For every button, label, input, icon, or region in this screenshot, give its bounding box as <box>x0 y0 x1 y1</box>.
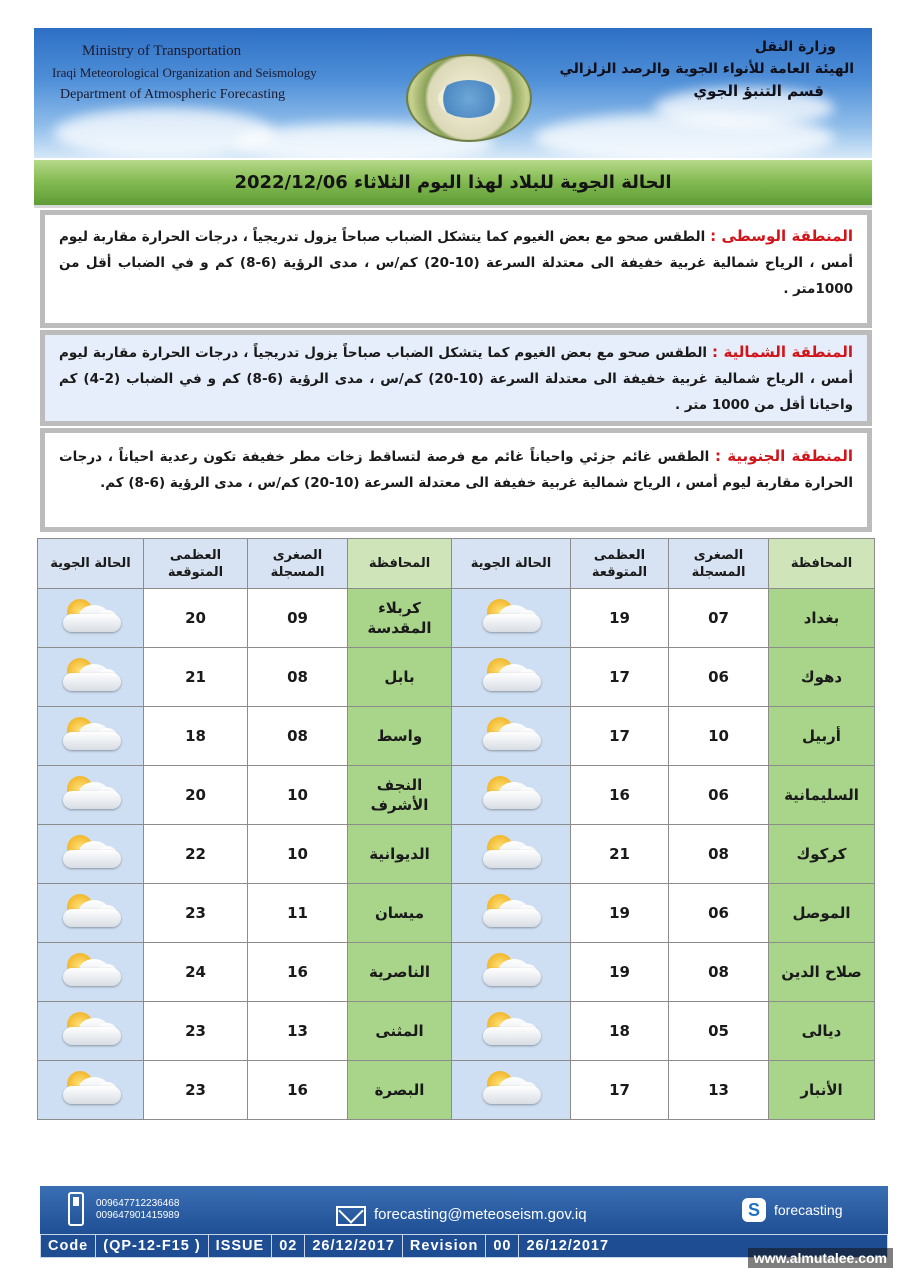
ministry-english-header <box>52 40 317 106</box>
region-central-name: المنطقة الوسطى : <box>710 227 853 245</box>
table-row <box>38 825 875 884</box>
min-temp-cell: 07 <box>669 589 769 648</box>
partly-cloudy-icon <box>477 833 545 871</box>
governorate-cell: المثنى <box>348 1002 452 1061</box>
organization-name-en: Iraqi Meteorological Organization and Seismology <box>52 65 317 80</box>
logo-cloud-emblem <box>438 80 500 118</box>
governorate-cell: البصرة <box>348 1061 452 1120</box>
min-temp-cell: 13 <box>248 1002 348 1061</box>
governorate-cell: الناصرية <box>348 943 452 1002</box>
phone-numbers <box>96 1198 179 1222</box>
governorate-cell: ميسان <box>348 884 452 943</box>
table-row <box>38 1061 875 1120</box>
governorate-cell: كربلاء المقدسة <box>348 589 452 648</box>
temperature-table <box>37 538 875 1120</box>
report-title-bar <box>34 160 872 208</box>
region-central-text: الطقس صحو مع بعض الغيوم كما يتشكل الضباب صباحاً يزول تدريجياً ، درجات الحرارة مقاربة ليوم أمس ، الرياح شمالية غربية خفيفة الى معتدلة السرعة (10-20) كم/س ، مدى الرؤية (6-8) كم و في الضباب أقل من 1000متر . <box>59 229 853 297</box>
max-temp-cell: 17 <box>571 707 669 766</box>
governorate-cell: أربيل <box>769 707 875 766</box>
max-temp-cell: 16 <box>571 766 669 825</box>
header-max: العظمى المتوقعة <box>571 539 669 589</box>
min-temp-cell: 06 <box>669 648 769 707</box>
condition-cell <box>452 589 571 648</box>
organization-name-ar: الهيئة العامة للأنواء الجوية والرصد الزلزالي <box>559 61 854 77</box>
partly-cloudy-icon <box>477 892 545 930</box>
header-governorate: المحافظة <box>769 539 875 589</box>
governorate-cell: الديوانية <box>348 825 452 884</box>
ministry-name-en: Ministry of Transportation <box>82 43 242 59</box>
revision-label: Revision <box>403 1235 486 1257</box>
max-temp-cell: 20 <box>144 589 248 648</box>
partly-cloudy-icon <box>477 597 545 635</box>
table-row <box>38 1002 875 1061</box>
condition-cell <box>38 707 144 766</box>
max-temp-cell: 21 <box>571 825 669 884</box>
phone-icon <box>68 1192 84 1226</box>
condition-cell <box>452 766 571 825</box>
department-name-ar: قسم التنبؤ الجوي <box>693 82 824 100</box>
partly-cloudy-icon <box>57 715 125 753</box>
condition-cell <box>452 884 571 943</box>
region-south-text: الطقس غائم جزئي واحياناً غائم مع فرصة لتساقط زخات مطر خفيفة تكون رعدية احياناً ، درجات الحرارة مقاربة ليوم أمس ، الرياح شمالية غربية خفيفة الى معتدلة السرعة (10-20) كم/س ، مدى الرؤية (6-8) كم. <box>59 449 853 491</box>
max-temp-cell: 23 <box>144 1002 248 1061</box>
governorate-cell: صلاح الدين <box>769 943 875 1002</box>
max-temp-cell: 17 <box>571 648 669 707</box>
header-banner <box>34 28 872 158</box>
max-temp-cell: 21 <box>144 648 248 707</box>
min-temp-cell: 10 <box>248 825 348 884</box>
table-row <box>38 707 875 766</box>
phone-number-1: 009647712236468 <box>96 1198 180 1209</box>
partly-cloudy-icon <box>57 656 125 694</box>
issue-label: ISSUE <box>209 1235 273 1257</box>
min-temp-cell: 09 <box>248 589 348 648</box>
contact-email: forecasting@meteoseism.gov.iq <box>374 1206 587 1223</box>
organization-logo <box>406 54 532 142</box>
governorate-cell: السليمانية <box>769 766 875 825</box>
governorate-cell: ديالى <box>769 1002 875 1061</box>
table-row <box>38 766 875 825</box>
skype-icon: S <box>742 1198 766 1222</box>
min-temp-cell: 08 <box>669 825 769 884</box>
condition-cell <box>38 1002 144 1061</box>
table-row <box>38 884 875 943</box>
governorate-cell: الموصل <box>769 884 875 943</box>
condition-cell <box>452 648 571 707</box>
code-label: Code <box>41 1235 96 1257</box>
condition-cell <box>452 943 571 1002</box>
partly-cloudy-icon <box>57 892 125 930</box>
condition-cell <box>38 825 144 884</box>
revision-date: 26/12/2017 <box>526 1238 610 1254</box>
mail-icon <box>336 1206 366 1226</box>
table-row <box>38 589 875 648</box>
max-temp-cell: 22 <box>144 825 248 884</box>
min-temp-cell: 05 <box>669 1002 769 1061</box>
header-condition: الحالة الجوية <box>452 539 571 589</box>
region-north-text: الطقس صحو مع بعض الغيوم كما يتشكل الضباب صباحاً يزول تدريجياً ، درجات الحرارة مقاربة ليوم أمس ، الرياح شمالية غربية خفيفة الى معتدلة السرعة (10-20) كم/س ، مدى الرؤية (6-8) كم و في الضباب (2-4) كم واحيانا أقل من 1000 متر . <box>59 345 854 413</box>
header-min: الصغرى المسجلة <box>669 539 769 589</box>
min-temp-cell: 06 <box>669 884 769 943</box>
ministry-arabic-header <box>559 36 854 102</box>
ministry-name-ar: وزارة النقل <box>754 39 836 55</box>
min-temp-cell: 08 <box>248 648 348 707</box>
header-min: الصغرى المسجلة <box>248 539 348 589</box>
region-south-name: المنطقة الجنوبية : <box>715 447 854 465</box>
region-central <box>40 210 872 328</box>
table-header-row <box>38 539 875 589</box>
max-temp-cell: 17 <box>571 1061 669 1120</box>
condition-cell <box>38 766 144 825</box>
header-condition: الحالة الجوية <box>38 539 144 589</box>
partly-cloudy-icon <box>57 833 125 871</box>
condition-cell <box>38 648 144 707</box>
governorate-cell: النجف الأشرف <box>348 766 452 825</box>
condition-cell <box>452 1002 571 1061</box>
partly-cloudy-icon <box>57 1069 125 1107</box>
partly-cloudy-icon <box>477 1069 545 1107</box>
max-temp-cell: 20 <box>144 766 248 825</box>
report-title: الحالة الجوية للبلاد لهذا اليوم الثلاثاء 2022/12/06 <box>234 172 672 193</box>
department-name-en: Department of Atmospheric Forecasting <box>60 87 286 102</box>
table-row <box>38 648 875 707</box>
max-temp-cell: 18 <box>571 1002 669 1061</box>
max-temp-cell: 23 <box>144 1061 248 1120</box>
issue-date: 26/12/2017 <box>305 1235 403 1257</box>
footer-contact-bar <box>40 1186 888 1234</box>
condition-cell <box>38 589 144 648</box>
min-temp-cell: 16 <box>248 943 348 1002</box>
header-governorate: المحافظة <box>348 539 452 589</box>
condition-cell <box>38 943 144 1002</box>
governorate-cell: الأنبار <box>769 1061 875 1120</box>
partly-cloudy-icon <box>57 597 125 635</box>
revision-value: 00 <box>486 1235 519 1257</box>
table-row <box>38 943 875 1002</box>
condition-cell <box>38 884 144 943</box>
max-temp-cell: 23 <box>144 884 248 943</box>
min-temp-cell: 16 <box>248 1061 348 1120</box>
header-max: العظمى المتوقعة <box>144 539 248 589</box>
site-watermark: www.almutalee.com <box>748 1248 893 1268</box>
condition-cell <box>38 1061 144 1120</box>
condition-cell <box>452 1061 571 1120</box>
max-temp-cell: 19 <box>571 589 669 648</box>
partly-cloudy-icon <box>477 715 545 753</box>
governorate-cell: دهوك <box>769 648 875 707</box>
max-temp-cell: 24 <box>144 943 248 1002</box>
region-south <box>40 428 872 532</box>
region-north <box>40 330 872 426</box>
min-temp-cell: 13 <box>669 1061 769 1120</box>
min-temp-cell: 10 <box>669 707 769 766</box>
min-temp-cell: 06 <box>669 766 769 825</box>
phone-number-2: 009647901415989 <box>96 1210 180 1221</box>
governorate-cell: بابل <box>348 648 452 707</box>
condition-cell <box>452 825 571 884</box>
min-temp-cell: 10 <box>248 766 348 825</box>
issue-value: 02 <box>272 1235 305 1257</box>
governorate-cell: كركوك <box>769 825 875 884</box>
min-temp-cell: 08 <box>248 707 348 766</box>
partly-cloudy-icon <box>57 774 125 812</box>
condition-cell <box>452 707 571 766</box>
partly-cloudy-icon <box>477 1010 545 1048</box>
min-temp-cell: 08 <box>669 943 769 1002</box>
partly-cloudy-icon <box>57 1010 125 1048</box>
partly-cloudy-icon <box>477 656 545 694</box>
region-north-name: المنطقة الشمالية : <box>712 343 854 361</box>
max-temp-cell: 19 <box>571 884 669 943</box>
max-temp-cell: 19 <box>571 943 669 1002</box>
min-temp-cell: 11 <box>248 884 348 943</box>
partly-cloudy-icon <box>477 951 545 989</box>
governorate-cell: واسط <box>348 707 452 766</box>
code-value: (QP-12-F15 ) <box>96 1235 208 1257</box>
partly-cloudy-icon <box>57 951 125 989</box>
skype-handle: forecasting <box>774 1202 843 1218</box>
partly-cloudy-icon <box>477 774 545 812</box>
max-temp-cell: 18 <box>144 707 248 766</box>
governorate-cell: بغداد <box>769 589 875 648</box>
